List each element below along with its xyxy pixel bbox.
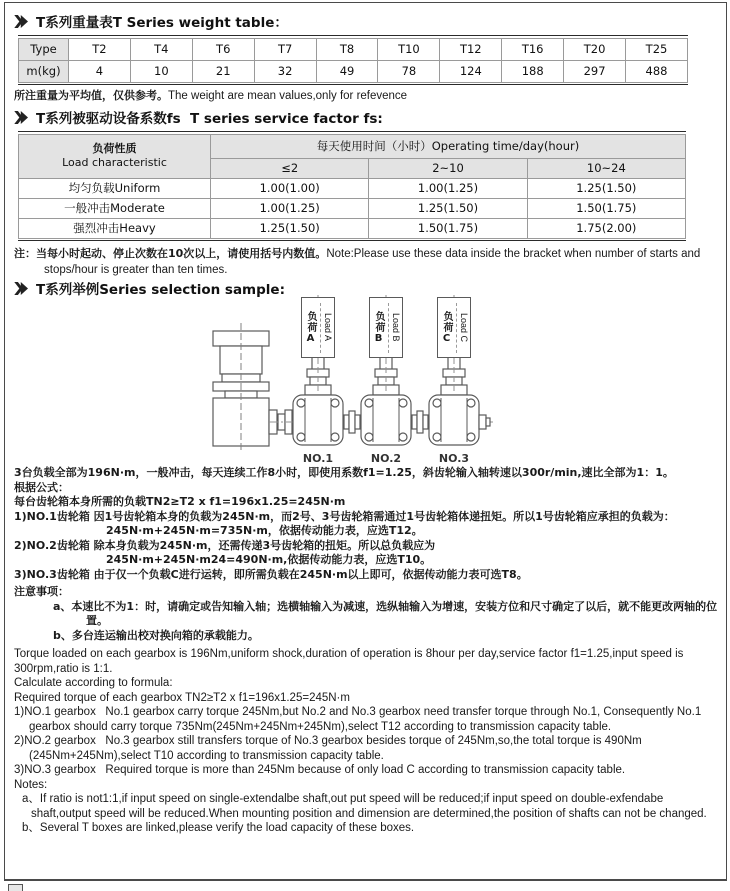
table-cell: Type [19, 38, 69, 60]
gearbox-label-3: NO.3 [438, 452, 470, 465]
gear-train-drawing [185, 293, 535, 465]
en-body-line: 2)NO.2 gearbox No.3 gearbox still transfers torque of No.3 gearbox besides torque of 245Nm,so,the total torque is 490Nm (245Nm+245Nm),select T10 according to transmission capacity table. [14, 735, 642, 762]
en-body-line: Required torque of each gearbox TN2≥T2 x f1=196x1.25=245N·m [14, 691, 350, 704]
table-cell: 1.25(1.50) [211, 218, 369, 238]
load-box-centerline [320, 303, 321, 353]
section-arrow-icon [14, 15, 29, 28]
table-cell: 1.50(1.75) [369, 218, 527, 238]
table-cell: 强烈冲击Heavy [19, 218, 211, 238]
table-cell: 49 [316, 60, 378, 82]
zh-body-line: 3)NO.3齿轮箱 由于仅一个负载C进行运转，即所需负载在245N·m以上即可，依据传动能力表可选T8。 [14, 567, 528, 581]
weight-table-type-row [19, 38, 688, 60]
table-cell: m(kg) [19, 60, 69, 82]
table-cell: 21 [192, 60, 254, 82]
sample-body-text [14, 466, 718, 836]
table-cell: 一般冲击Moderate [19, 198, 211, 218]
table-cell: T6 [192, 38, 254, 60]
section-title-text: T系列举例Series selection sample: [36, 282, 285, 298]
table-cell: 1.50(1.75) [527, 198, 685, 218]
table-cell: T25 [626, 38, 688, 60]
coupling-drawing [412, 411, 428, 433]
load-box-centerline [388, 303, 389, 353]
load-a-zh: 负荷A [305, 310, 316, 345]
zh-body-line: 根据公式： [14, 480, 69, 494]
table-cell: 488 [626, 60, 688, 82]
gearbox-label-1: NO.1 [302, 452, 334, 465]
en-body-line: 3)NO.3 gearbox Required torque is more than 245Nm because of only load C according to transmission capacity table. [14, 764, 626, 776]
zh-body-line: 每台齿轮箱本身所需的负载TN2≥T2 x f1=196x1.25=245N·m [14, 495, 346, 508]
service-row-heavy [19, 218, 686, 238]
table-cell: 均匀负载Uniform [19, 178, 211, 198]
load-box-c [437, 297, 471, 358]
zh-body-line: 3台负载全部为196N·m，一般冲击，每天连续工作8小时，即使用系数f1=1.25，斜齿轮输入轴转速以300r/min,速比全部为1：1。 [14, 466, 674, 479]
notes-item-a: a、If ratio is not1:1,if input speed on single-extendalbe shaft,out put speed will be reduced;if input speed on double-exfendabe shaft,output speed will be reduced.When mounting position and dimension are determined,the position of shafts can not be changed. [22, 793, 707, 820]
weight-table-mass-row [19, 60, 688, 82]
table-cell: T7 [254, 38, 316, 60]
load-characteristic-en: Load characteristic [62, 156, 167, 169]
table-cell: 10 [130, 60, 192, 82]
table-cell: 1.00(1.25) [211, 198, 369, 218]
zh-body-line: 245N·m+245N·m=735N·m，依据传动能力表，应选T12。 [106, 524, 423, 537]
service-header-row [19, 134, 686, 158]
load-b-en: Load B [391, 313, 401, 342]
load-c-en: Load C [459, 312, 469, 343]
section-title-text: T系列被驱动设备系数fs T series service factor fs: [36, 111, 383, 127]
gearbox-label-2: NO.2 [370, 452, 402, 465]
table-cell: 1.25(1.50) [369, 198, 527, 218]
en-body-line: 1)NO.1 gearbox No.1 gearbox carry torque 245Nm,but No.2 and No.3 gearbox need transfer torque through No.1, Consequently No.1 gearbox should carry torque 735Nm(245Nm+245Nm+245Nm),select T12 according to transmission capacity table. [14, 706, 702, 733]
bracket-note-en: Note:Please use these data inside the bracket when number of starts and stops/hour is greater than ten times. [44, 248, 701, 276]
table-cell: 4 [69, 60, 131, 82]
table-cell: T16 [502, 38, 564, 60]
table-cell: 78 [378, 60, 440, 82]
load-c-zh: 负荷C [441, 310, 452, 345]
table-cell: 188 [502, 60, 564, 82]
en-body-line: Torque loaded on each gearbox is 196Nm,uniform shock,duration of operation is 8hour per day,service factor f1=1.25,input speed is 300rpm,ratio is 1:1. [14, 648, 684, 675]
zh-body-line: 245N·m+245N·m24=490N·m,依据传动能力表，应选T10。 [106, 553, 432, 566]
notice-item-a: a、本速比不为1：时，请确定或告知输入轴；选横轴输入为减速，选纵轴输入为增速，安装方位和尺寸确定了以后，就不能更改两轴的位置。 [53, 599, 718, 627]
section-title-service-factor [14, 107, 383, 127]
table-cell: 10~24 [527, 158, 685, 178]
table-cell: T8 [316, 38, 378, 60]
load-box-b [369, 297, 403, 358]
section-arrow-icon [14, 282, 29, 295]
section-title-text: T系列重量表T Series weight table： [36, 15, 288, 31]
table-cell: 1.75(2.00) [527, 218, 685, 238]
notice-item-b: b、多台连运输出校对换向箱的承载能力。 [53, 628, 259, 642]
motor-drawing [213, 331, 292, 446]
load-box-a [301, 297, 335, 358]
notes-title: Notes: [14, 778, 48, 791]
load-box-centerline [456, 303, 457, 353]
load-b-zh: 负荷B [373, 310, 384, 345]
notice-title: 注意事项： [14, 585, 69, 598]
table-cell: T20 [564, 38, 626, 60]
table-cell: 124 [440, 60, 502, 82]
section-arrow-icon [14, 111, 29, 124]
service-table-wrapper [18, 131, 686, 241]
bracket-note-zh: 注：当每小时起动、停止次数在10次以上，请使用括号内数值。 [14, 247, 327, 260]
table-cell: 2~10 [369, 158, 527, 178]
weight-table [18, 38, 688, 83]
weight-table-wrapper [18, 35, 688, 85]
load-characteristic-header-cell [19, 134, 211, 178]
notes-item-b: b、Several T boxes are linked,please verify the load capacity of these boxes. [22, 822, 415, 834]
section-title-weight [14, 11, 288, 31]
en-body-line: Calculate according to formula: [14, 677, 173, 689]
coupling-drawing [344, 411, 360, 433]
weight-note [14, 88, 716, 104]
table-cell: 297 [564, 60, 626, 82]
table-cell: 1.00(1.00) [211, 178, 369, 198]
gearbox-drawing-3 [429, 357, 490, 445]
table-cell: T10 [378, 38, 440, 60]
table-cell: 1.00(1.25) [369, 178, 527, 198]
weight-note-zh: 所注重量为平均值，仅供参考。 [14, 89, 168, 102]
table-cell: 32 [254, 60, 316, 82]
table-cell: ≤2 [211, 158, 369, 178]
service-row-moderate [19, 198, 686, 218]
table-cell: T12 [440, 38, 502, 60]
service-row-uniform [19, 178, 686, 198]
weight-note-en: The weight are mean values,only for refevence [168, 90, 408, 102]
table-cell: 1.25(1.50) [527, 178, 685, 198]
next-section-marker-partial [8, 884, 23, 891]
load-a-en: Load A [323, 313, 333, 342]
service-factor-table [18, 134, 686, 239]
zh-body-line: 2)NO.2齿轮箱 除本身负载为245N·m，还需传递3号齿轮箱的扭矩。所以总负载应为 [14, 538, 436, 552]
selection-sample-diagram [185, 293, 535, 465]
bracket-note [14, 246, 718, 278]
zh-body-line: 1)NO.1齿轮箱 因1号齿轮箱本身的负载为245N·m，而2号、3号齿轮箱需通过1号齿轮箱体递扭矩。所以1号齿轮箱应承担的负载为： [14, 509, 675, 523]
table-cell: T4 [130, 38, 192, 60]
operating-time-header-cell: 每天使用时间（小时）Operating time/day(hour) [211, 134, 686, 158]
load-characteristic-zh: 负荷性质 [92, 142, 137, 156]
table-cell: T2 [69, 38, 131, 60]
